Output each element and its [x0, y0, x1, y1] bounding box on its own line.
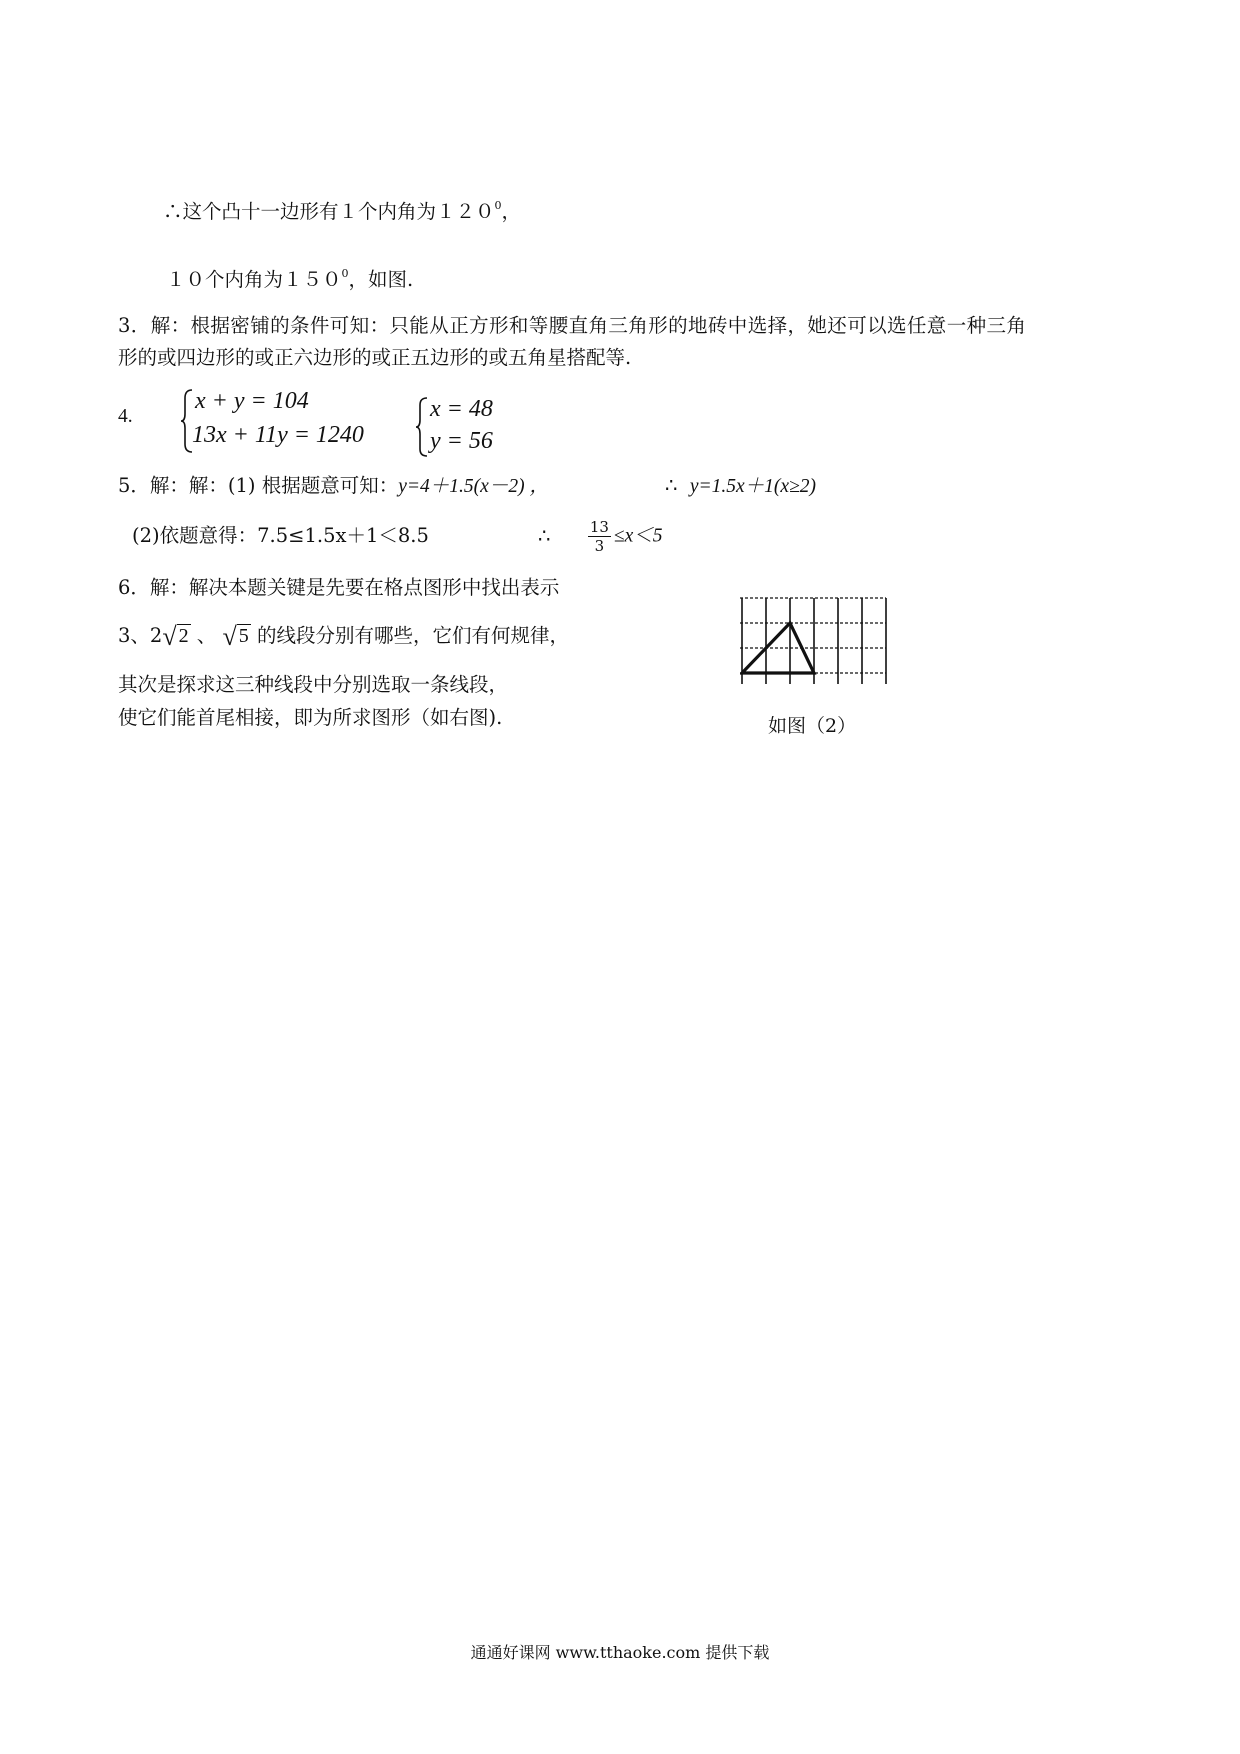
equation-1a: x + y = 104	[195, 388, 309, 414]
line-interior-angle-150: １０个内角为$150^0$，如图.	[166, 267, 414, 291]
equation-2a: x = 48	[430, 396, 493, 422]
problem-3-line-2: 形的或四边形的或正六边形的或正五边形的或五角星搭配等.	[118, 346, 632, 369]
problem-5-part-1: 5．解：解：(1) 根据题意可知：y=4＋1.5(x－2) ，	[118, 474, 549, 497]
sqrt-5: √ 5	[222, 622, 249, 651]
equation-2b: y = 56	[430, 428, 493, 454]
sqrt-2: √ 2	[162, 622, 189, 651]
grid-figure	[740, 592, 890, 692]
problem-5-part-2: (2)依题意得：7.5≤1.5x＋1＜8.5	[132, 524, 429, 547]
problem-3-line-1: 3．解：根据密铺的条件可知：只能从正方形和等腰直角三角形的地砖中选择，她还可以选任意一种三角	[118, 314, 1027, 337]
problem-4-number: 4.	[118, 406, 133, 427]
figure-caption: 如图（2）	[768, 715, 857, 737]
left-brace-2	[415, 396, 429, 458]
equation-1b: 13x + 11y = 1240	[192, 422, 364, 448]
problem-6-line-2: 3、2√ 2 、 √ 5 的线段分别有哪些，它们有何规律，	[118, 622, 569, 651]
fraction-13-over-3: $\frac{13}{3}$	[589, 518, 609, 555]
problem-6-line-4: 使它们能首尾相接，即为所求图形（如右图).	[118, 706, 503, 729]
footer: 通通好课网 www.tthaoke.com 提供下载	[470, 1643, 770, 1662]
problem-5-part-2-result: ∴ $\frac{13}{3}$ ≤x＜5	[538, 518, 663, 555]
problem-5-part-1-result: ∴ y=1.5x＋1(x≥2)	[665, 474, 817, 497]
line-interior-angle-120: ∴这个凸十一边形有１个内角为$120^0$，	[163, 199, 522, 223]
equation-system-1	[180, 386, 400, 456]
problem-6-line-3: 其次是探求这三种线段中分别选取一条线段，	[118, 673, 509, 696]
problem-6-line-1: 6．解：解决本题关键是先要在格点图形中找出表示	[118, 576, 560, 599]
equation-system-2	[415, 394, 535, 460]
